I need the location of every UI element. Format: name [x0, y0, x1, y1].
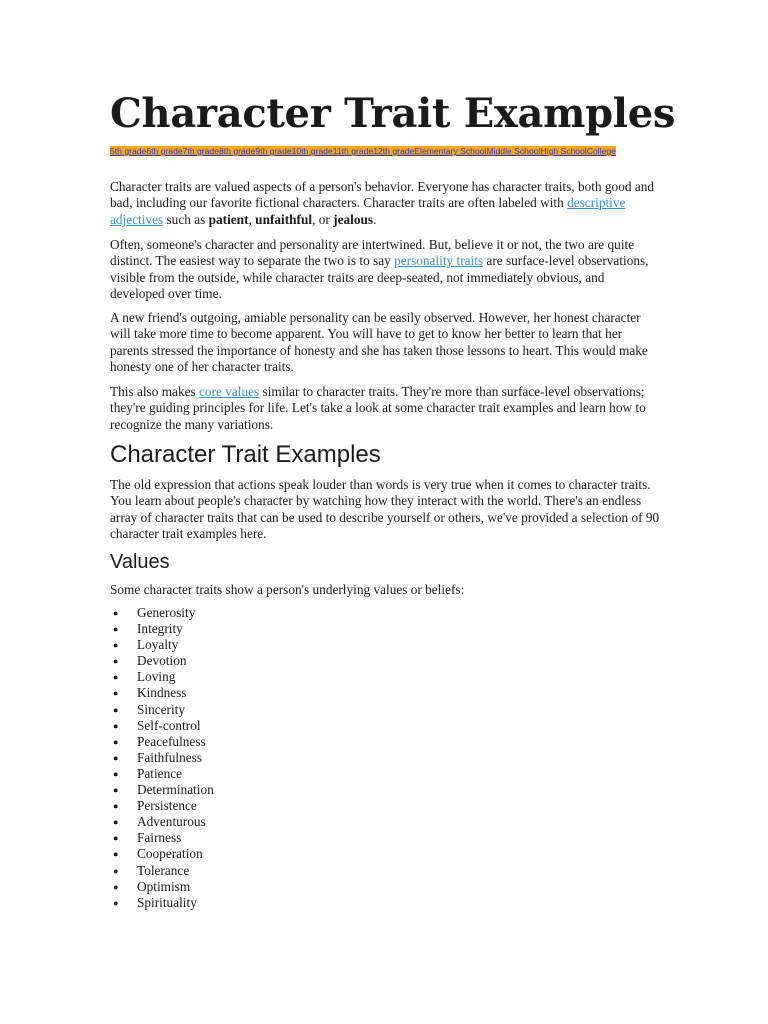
personality-traits-link[interactable]: personality traits: [394, 253, 484, 269]
list-item-label: Self-control: [137, 717, 201, 733]
text-span: , or: [312, 211, 334, 227]
bullet-icon: ●: [113, 849, 119, 860]
list-item: [110, 734, 214, 750]
grade-tags: [110, 146, 658, 157]
tag-elementary-school[interactable]: Elementary School: [414, 146, 487, 156]
list-item-label: Cooperation: [137, 846, 203, 862]
bullet-icon: ●: [113, 833, 119, 844]
text-span: Often, someone's character and personality are intertwined. But, believe it or not, the two are quite distinct. The easiest way to separate the two is to say: [110, 237, 635, 269]
list-item: [110, 685, 214, 701]
core-values-link[interactable]: core values: [199, 384, 260, 399]
list-item-label: Kindness: [137, 685, 187, 701]
list-item: [110, 718, 214, 734]
text-span: This also makes: [110, 384, 200, 399]
section-heading: Character Trait Examples: [110, 441, 381, 468]
bullet-icon: ●: [113, 752, 119, 763]
page-title: Character Trait Examples: [110, 90, 676, 137]
list-item-label: Optimism: [137, 878, 191, 894]
list-item: [110, 750, 214, 766]
list-item-label: Integrity: [137, 621, 183, 637]
bullet-icon: ●: [113, 656, 119, 667]
bullet-icon: ●: [113, 640, 119, 651]
tag-11th-grade[interactable]: 11th grade: [332, 146, 374, 156]
list-item: [110, 653, 214, 669]
list-item-label: Fairness: [137, 830, 182, 846]
bullet-icon: ●: [113, 801, 119, 812]
list-item-label: Devotion: [137, 653, 187, 669]
bullet-icon: ●: [113, 688, 119, 699]
tag-5th-grade[interactable]: 5th grade: [110, 146, 147, 156]
tag-high-school[interactable]: High School: [540, 146, 587, 156]
list-item: [110, 895, 214, 911]
bullet-icon: ●: [113, 817, 119, 828]
bullet-icon: ●: [113, 608, 119, 618]
list-item: [110, 798, 214, 814]
text-span: .: [373, 211, 377, 227]
bullet-icon: ●: [113, 672, 119, 683]
text-span: such as: [163, 211, 209, 227]
bold-term: jealous: [333, 211, 374, 227]
list-item: [110, 814, 214, 830]
bullet-icon: ●: [113, 704, 119, 715]
list-item: [110, 830, 214, 846]
list-item-label: Persistence: [137, 798, 197, 814]
list-item-label: Spirituality: [137, 894, 197, 910]
bullet-icon: ●: [113, 624, 119, 635]
bullet-icon: ●: [113, 720, 119, 731]
values-heading: Values: [110, 551, 170, 573]
text-span: similar to character traits. They're more than surface-level observations; they're guiding principles for life. Let's take a look at some character trait examples and learn how to recognize the many variations.: [110, 384, 646, 432]
list-item: [110, 637, 214, 653]
list-item: [110, 669, 214, 685]
list-item-label: Patience: [137, 765, 183, 781]
descriptive-adjectives-link[interactable]: descriptive adjectives: [110, 195, 626, 227]
tag-middle-school[interactable]: Middle School: [486, 146, 541, 156]
list-item-label: Sincerity: [137, 701, 186, 717]
values-list: [110, 605, 214, 911]
list-item-label: Loyalty: [137, 637, 179, 653]
bullet-icon: ●: [113, 736, 119, 747]
list-item-label: Loving: [137, 669, 176, 685]
bullet-icon: ●: [113, 768, 119, 779]
tag-7th-grade[interactable]: 7th grade: [182, 146, 219, 156]
list-item: [110, 702, 214, 718]
bullet-icon: ●: [113, 881, 119, 892]
personality-paragraph: [110, 237, 660, 302]
bold-term: unfaithful: [255, 211, 313, 227]
list-item-label: Determination: [137, 782, 214, 798]
text-span: are surface-level observations, visible from the outside, while character traits are deep-seated, not immediately obvious, and developed over time.: [110, 253, 649, 301]
tag-12th-grade[interactable]: 12th grade: [373, 146, 415, 156]
tag-9th-grade[interactable]: 9th grade: [255, 146, 292, 156]
tag-6th-grade[interactable]: 6th grade: [146, 146, 183, 156]
list-item: [110, 766, 214, 782]
list-item: [110, 782, 214, 798]
values-intro: Some character traits show a person's underlying values or beliefs:: [110, 582, 465, 597]
text-span: Character traits are valued aspects of a person's behavior. Everyone has character traits, both good and bad, including our favorite fictional characters. Character traits are often labeled with: [110, 179, 655, 211]
list-item: [110, 621, 214, 637]
example-paragraph: A new friend's outgoing, amiable personality can be easily observed. However, her honest character will take more time to become apparent. You will have to get to know her better to learn that her parents stressed the importance of honesty and she has taken those lessons to heart. This would make honesty one of her character traits.: [110, 310, 648, 374]
list-item-label: Adventurous: [137, 814, 206, 830]
section-intro: The old expression that actions speak louder than words is very true when it comes to character traits. You learn about people's character by watching how they interact with the world. There's an endless array of character traits that can be used to describe yourself or others, we've provided a selection of 90 character trait examples here.: [110, 477, 660, 541]
bullet-icon: ●: [113, 865, 119, 876]
tag-college[interactable]: College: [586, 146, 616, 156]
tag-10th-grade[interactable]: 10th grade: [291, 146, 333, 156]
list-item-label: Faithfulness: [137, 749, 203, 765]
core-values-paragraph: [110, 384, 660, 433]
list-item: [110, 879, 214, 895]
list-item: [110, 605, 214, 621]
bullet-icon: ●: [113, 897, 119, 908]
bold-term: patient: [208, 211, 249, 227]
list-item-label: Generosity: [137, 605, 196, 620]
list-item-label: Tolerance: [137, 862, 190, 878]
list-item-label: Peacefulness: [137, 733, 206, 749]
list-item: [110, 846, 214, 862]
tag-8th-grade[interactable]: 8th grade: [218, 146, 256, 156]
bullet-icon: ●: [113, 785, 119, 796]
intro-paragraph: [110, 179, 660, 228]
text-span: ,: [248, 211, 256, 227]
list-item: [110, 863, 214, 879]
